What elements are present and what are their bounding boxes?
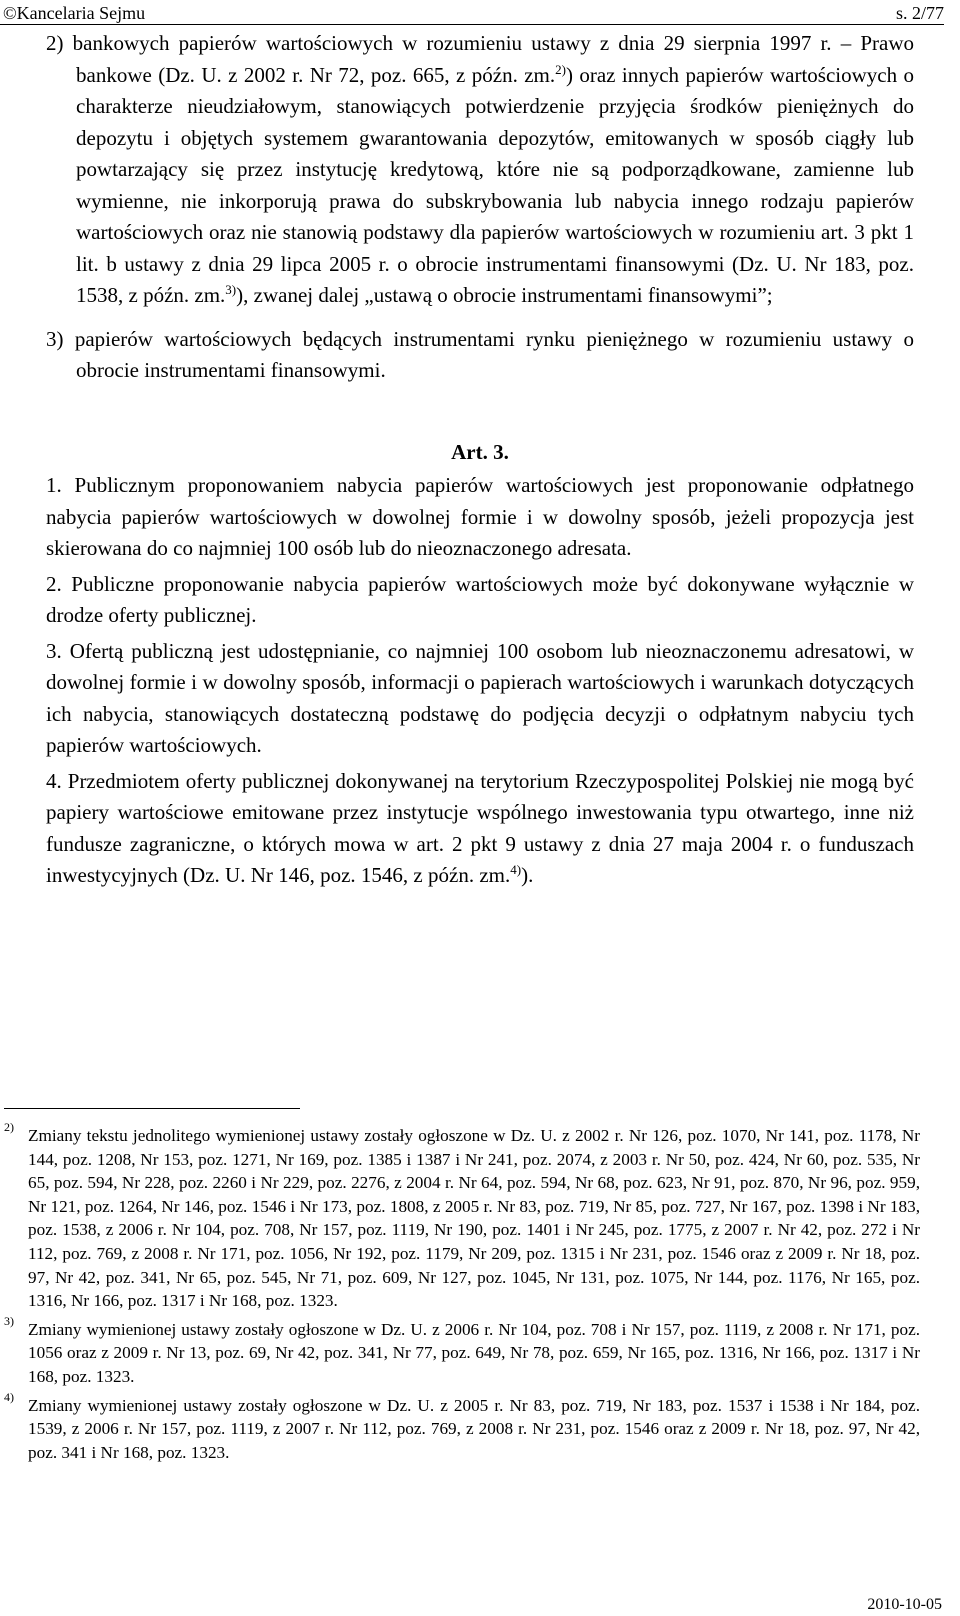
footnote-text: Zmiany wymienionej ustawy zostały ogłoszone w Dz. U. z 2005 r. Nr 83, poz. 719, Nr 183, poz. 1537 i 1538 i Nr 184, poz. 1539, z 2006 r. Nr 157, poz. 1119, z 2007 r. Nr 112, poz. 769, z 2008 r. Nr 231, poz. 1546 oraz z 2009 r. Nr 18, poz. 97, Nr 42, poz. 341 i Nr 168, poz. 1323.	[28, 1395, 920, 1462]
footnote-mark: 3)	[4, 1313, 14, 1328]
item-2-text-a: 2) bankowych papierów wartościowych w rozumieniu ustawy z dnia 29 sierpnia 1997 r. – Prawo bankowe (Dz. U. z 2002 r. Nr 72, poz. 665, z późn. zm.	[46, 31, 914, 87]
main-text	[46, 28, 914, 896]
footnote-2	[4, 1120, 920, 1313]
article-paragraph-4-text-b: ).	[521, 863, 534, 887]
footnote-mark: 2)	[4, 1120, 14, 1134]
footnote-ref-3[interactable]: 3)	[225, 282, 237, 297]
item-2-text-b: ) oraz innych papierów wartościowych o charakterze nieudziałowym, stanowiących potwierdzenie przyjęcia środków pieniężnych do depozytu i objętych systemem gwarantowania depozytów, emitowanych w sposób ciągły lub powtarzający się przez instytucję kredytową, które nie są podporządkowane, zamienne lub wymienne, nie inkorporują prawa do subskrybowania lub nabycia innego rodzaju papierów wartościowych oraz nie stanowią podstawy dla papierów wartościowych w rozumieniu art. 3 pkt 1 lit. b ustawy z dnia 29 lipca 2005 r. o obrocie instrumentami finansowymi (Dz. U. Nr 183, poz. 1538, z późn. zm.	[76, 62, 915, 307]
item-2	[46, 28, 914, 312]
article-title: Art. 3.	[451, 439, 509, 464]
footnote-mark: 4)	[4, 1389, 14, 1404]
footnote-separator	[4, 1108, 300, 1109]
item-3: 3) papierów wartościowych będących instrumentami rynku pieniężnego w rozumieniu ustawy o obrocie instrumentami finansowymi.	[46, 326, 914, 382]
footnote-ref-4[interactable]: 4)	[510, 862, 522, 877]
article-paragraph-4-text-a: 4. Przedmiotem oferty publicznej dokonywanej na terytorium Rzeczypospolitej Polskiej nie mogą być papiery wartościowe emitowane przez instytucje wspólnego inwestowania typu otwartego, inne niż fundusze zagraniczne, o których mowa w art. 2 pkt 9 ustawy z dnia 27 maja 2004 r. o funduszach inwestycyjnych (Dz. U. Nr 146, poz. 1546, z późn. zm.	[46, 768, 914, 887]
article-paragraph-2: 2. Publiczne proponowanie nabycia papierów wartościowych może być dokonywane wyłącznie w drodze oferty publicznej.	[46, 571, 914, 627]
footnotes	[4, 1120, 920, 1469]
header-page-number: s. 2/77	[895, 3, 944, 23]
footnote-text: Zmiany tekstu jednolitego wymienionej ustawy zostały ogłoszone w Dz. U. z 2002 r. Nr 126, poz. 1070, Nr 141, poz. 1178, Nr 144, poz. 1208, Nr 153, poz. 1271, Nr 169, poz. 1385 i 1387 i Nr 241, poz. 2074, z 2003 r. Nr 50, poz. 424, Nr 60, poz. 535, Nr 65, poz. 594, Nr 228, poz. 2260 i Nr 229, poz. 2276, z 2004 r. Nr 64, poz. 594, Nr 68, poz. 623, Nr 91, poz. 870, Nr 96, poz. 959, Nr 121, poz. 1264, Nr 146, poz. 1546 i Nr 173, poz. 1808, z 2005 r. Nr 83, poz. 719, Nr 85, poz. 727, Nr 167, poz. 1398 i Nr 183, poz. 1538, z 2006 r. Nr 104, poz. 708, Nr 157, poz. 1119, Nr 190, poz. 1401 i Nr 245, poz. 1775, z 2007 r. Nr 42, poz. 272 i Nr 112, poz. 769, z 2008 r. Nr 171, poz. 1056, Nr 192, poz. 1179, Nr 209, poz. 1315 i Nr 231, poz. 1546 oraz z 2009 r. Nr 18, poz. 97, Nr 42, poz. 341, Nr 65, poz. 545, Nr 71, poz. 609, Nr 127, poz. 1045, Nr 131, poz. 1075, Nr 144, poz. 1176, Nr 165, poz. 1316, Nr 166, poz. 1317 i Nr 168, poz. 1323.	[28, 1126, 920, 1311]
footnote-3	[4, 1313, 920, 1389]
article-paragraph-1: 1. Publicznym proponowaniem nabycia papierów wartościowych jest proponowanie odpłatnego nabycia papierów wartościowych w dowolnej formie i w dowolny sposób, jeżeli propozycja jest skierowana do co najmniej 100 osób lub do nieoznaczonego adresata.	[46, 473, 914, 560]
header-copyright: ©Kancelaria Sejmu	[3, 3, 146, 23]
header-rule	[0, 24, 944, 25]
item-2-text-c: ), zwanej dalej „ustawą o obrocie instrumentami finansowymi”;	[236, 283, 773, 307]
article-paragraph-4	[46, 766, 914, 892]
footnote-4	[4, 1389, 920, 1465]
footnote-ref-2[interactable]: 2)	[555, 61, 566, 77]
footnote-text: Zmiany wymienionej ustawy zostały ogłoszone w Dz. U. z 2006 r. Nr 104, poz. 708 i Nr 157, poz. 1119, z 2008 r. Nr 171, poz. 1056 oraz z 2009 r. Nr 13, poz. 69, Nr 42, poz. 341, Nr 77, poz. 649, Nr 78, poz. 659, Nr 165, poz. 1316, Nr 166, poz. 1317 i Nr 168, poz. 1323.	[28, 1319, 920, 1386]
footer-date: 2010-10-05	[867, 1596, 942, 1613]
article-paragraph-3: 3. Ofertą publiczną jest udostępnianie, co najmniej 100 osobom lub nieoznaczonemu adresatowi, w dowolnej formie i w dowolny sposób, informacji o papierach wartościowych i warunkach dotyczących ich nabycia, stanowiących dostateczną podstawę do podjęcia decyzji o odpłatnym nabyciu tych papierów wartościowych.	[46, 638, 914, 757]
